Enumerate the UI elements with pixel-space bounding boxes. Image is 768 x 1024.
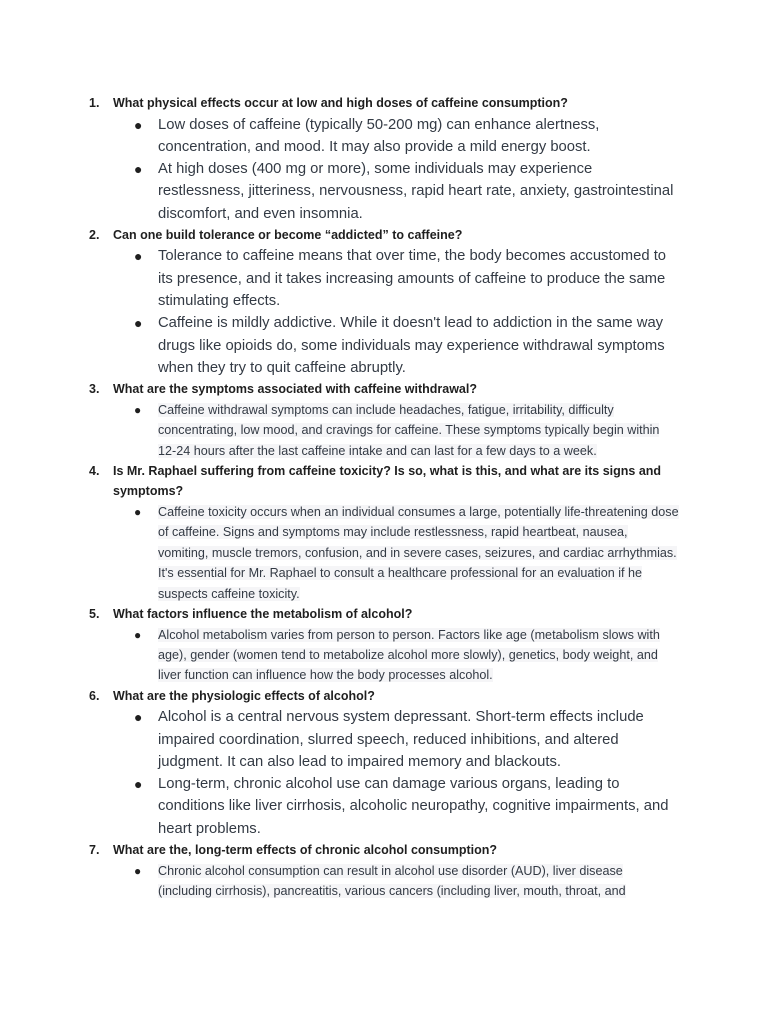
- answer-item: [113, 502, 688, 604]
- answer-text: Tolerance to caffeine means that over time, the body becomes accustomed to its presence, and it takes increasing amounts of caffeine to produce the same stimulating effects.: [158, 248, 667, 310]
- question-item-3: [0, 379, 768, 461]
- answer-list: [113, 861, 688, 902]
- question-text: What are the symptoms associated with caffeine withdrawal?: [113, 382, 477, 397]
- answer-list: [113, 502, 688, 604]
- answer-text: Alcohol metabolism varies from person to person. Factors like age (metabolism slows with age), gender (women tend to metabolize alcohol more slowly), genetics, body weight, and liver function can influence how the body processes alcohol.: [158, 627, 660, 683]
- question-number: 3.: [89, 382, 100, 397]
- answer-text: Caffeine toxicity occurs when an individual consumes a large, potentially life-threatening dose of caffeine. Signs and symptoms may include restlessness, rapid heartbeat, nausea, vomiting, muscle tremors, confusion, and in severe cases, seizures, and cardiac arrhythmias. It's essential for Mr. Raphael to consult a healthcare professional for an evaluation if he suspects caffeine toxicity.: [158, 504, 679, 601]
- question-text: What factors influence the metabolism of alcohol?: [113, 607, 413, 622]
- question-text: What are the physiologic effects of alcohol?: [113, 688, 375, 703]
- bullet-icon: ●: [134, 627, 142, 642]
- answer-text: At high doses (400 mg or more), some individuals may experience restlessness, jitteriness, nervousness, rapid heart rate, anxiety, gastrointestinal discomfort, and even insomnia.: [158, 161, 674, 222]
- question-number: 5.: [89, 607, 100, 622]
- answer-text: Alcohol is a central nervous system depressant. Short-term effects include impaired coordination, slurred speech, reduced inhibitions, and altered judgment. It can also lead to impaired memory and blackouts.: [158, 709, 644, 770]
- question-item-4: [0, 461, 768, 604]
- answer-item: [113, 114, 688, 159]
- answer-item: [113, 158, 688, 225]
- question-item-7: [0, 840, 768, 901]
- question-number: 6.: [89, 688, 100, 703]
- answer-item: [113, 773, 688, 840]
- bullet-icon: ●: [134, 116, 143, 133]
- answer-text: Low doses of caffeine (typically 50-200 mg) can enhance alertness, concentration, and mood. It may also provide a mild energy boost.: [158, 116, 600, 155]
- answer-text: Caffeine is mildly addictive. While it doesn't lead to addiction in the same way drugs like opioids do, some individuals may experience withdrawal symptoms when they try to quit caffeine abruptly.: [158, 315, 665, 376]
- bullet-icon: ●: [134, 402, 142, 417]
- question-item-6: [0, 686, 768, 840]
- answer-item: [113, 312, 688, 379]
- question-item-2: [0, 225, 768, 379]
- question-number: 1.: [89, 96, 100, 110]
- answer-item: [113, 245, 688, 312]
- bullet-icon: ●: [134, 161, 143, 178]
- bullet-icon: ●: [134, 504, 142, 519]
- answer-list: [113, 245, 688, 379]
- bullet-icon: ●: [134, 248, 143, 265]
- answer-text: Long-term, chronic alcohol use can damage various organs, leading to conditions like liver cirrhosis, alcoholic neuropathy, cognitive impairments, and heart problems.: [158, 776, 669, 837]
- question-number: 4.: [89, 463, 100, 478]
- bullet-icon: ●: [134, 315, 143, 332]
- answer-item: [113, 400, 688, 461]
- question-item-5: [0, 604, 768, 686]
- answer-list: [113, 400, 688, 461]
- answer-list: [113, 706, 688, 840]
- answer-list: [113, 625, 688, 686]
- question-number: 7.: [89, 843, 100, 858]
- answer-text: Chronic alcohol consumption can result in alcohol use disorder (AUD), liver disease (including cirrhosis), pancreatitis, various cancers (including liver, mouth, throat, and: [158, 863, 626, 898]
- question-item-1: [0, 93, 768, 225]
- answer-item: [113, 706, 688, 773]
- question-text: What are the, long-term effects of chronic alcohol consumption?: [113, 843, 498, 858]
- answer-item: [113, 625, 688, 686]
- answer-item: [113, 861, 688, 902]
- question-number: 2.: [89, 227, 100, 242]
- bullet-icon: ●: [134, 863, 142, 878]
- question-text: What physical effects occur at low and high doses of caffeine consumption?: [113, 96, 568, 110]
- question-text: Can one build tolerance or become “addicted” to caffeine?: [113, 227, 463, 242]
- question-text: Is Mr. Raphael suffering from caffeine toxicity? Is so, what is this, and what are its signs and symptoms?: [113, 463, 662, 499]
- document-page: [0, 93, 768, 901]
- answer-text: Caffeine withdrawal symptoms can include headaches, fatigue, irritability, difficulty concentrating, low mood, and cravings for caffeine. These symptoms typically begin within 12-24 hours after the last caffeine intake and can last for a few days to a week.: [158, 402, 660, 458]
- bullet-icon: ●: [134, 709, 143, 726]
- answer-list: [113, 114, 688, 225]
- bullet-icon: ●: [134, 776, 143, 793]
